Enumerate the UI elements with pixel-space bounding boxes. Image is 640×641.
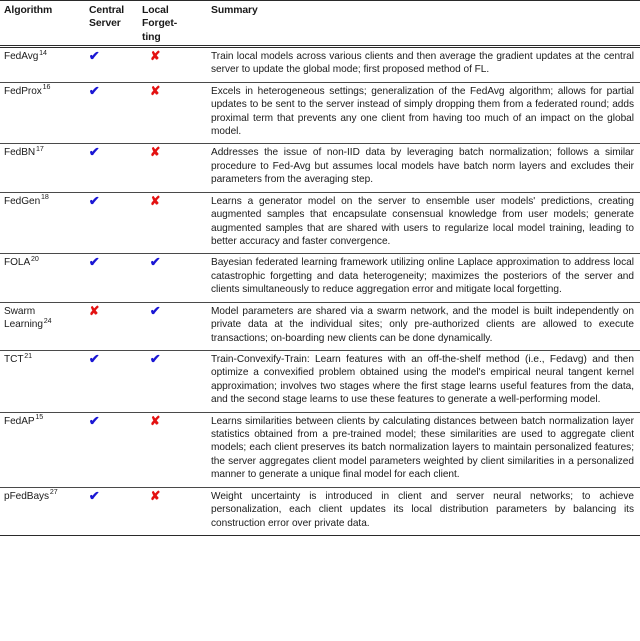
table-row [0, 254, 640, 302]
algorithm-reference-superscript: 15 [35, 413, 44, 422]
central-server-mark-cell [85, 47, 138, 82]
algorithm-name-cell [0, 192, 85, 254]
cross-icon: ✘ [150, 83, 161, 98]
table-row [0, 192, 640, 254]
central-server-mark-cell [85, 487, 138, 535]
check-icon: ✔ [149, 303, 161, 318]
table-row [0, 350, 640, 412]
column-header-algorithm-label: Algorithm [4, 5, 53, 16]
central-server-mark-cell [85, 144, 138, 192]
algorithm-name: FedProx [4, 85, 42, 97]
cross-icon: ✘ [150, 413, 161, 428]
table-header-row [0, 1, 640, 46]
algorithm-name-cell [0, 47, 85, 82]
summary-cell: Train local models across various clients and then average the gradient updates at the central server to update the global mode; first proposed method of FL. [207, 47, 640, 82]
algorithm-name: FedAvg [4, 50, 39, 62]
summary-cell: Train-Convexify-Train: Learn features with an off-the-shelf method (i.e., Fedavg) and then optimize a convexified problem obtained using the model's empirical neural tangent kernel approximation; involves two stages where the first stage learns useful features from the data, and the second stage learns to use these features to generate a well-performing model. [207, 350, 640, 412]
algorithm-reference-superscript: 17 [35, 145, 44, 154]
local-forgetting-mark-cell [138, 47, 207, 82]
column-header-algorithm [0, 1, 85, 46]
check-icon: ✔ [88, 413, 100, 428]
cross-icon: ✘ [150, 145, 161, 160]
table-row [0, 412, 640, 487]
summary-cell: Excels in heterogeneous settings; generalization of the FedAvg algorithm; allows for partial updates to be sent to the server instead of simply dropping them from a federated round; adds proximal term that prevents any one client from having too much of an impact on the global model. [207, 82, 640, 144]
table-row [0, 144, 640, 192]
algorithm-name-cell [0, 254, 85, 302]
algorithm-reference-superscript: 24 [43, 316, 52, 325]
column-header-summary-label: Summary [211, 5, 258, 16]
algorithm-name: pFedBays [4, 490, 50, 502]
algorithm-name-cell [0, 412, 85, 487]
check-icon: ✔ [88, 351, 100, 366]
column-header-summary [207, 1, 640, 46]
summary-cell: Learns similarities between clients by calculating distances between batch normalization layer statistics obtained from a pre-trained model; these similarities are used to aggregate client models; each client preserves its batch normalization layers to maintain personalized features; the server aggregates client model parameters weighted by client similarities in a personalized manner to generate a unique final model for each client. [207, 412, 640, 487]
algorithm-name: FOLA [4, 257, 31, 269]
table-row [0, 47, 640, 82]
table-header [0, 1, 640, 48]
summary-cell: Addresses the issue of non-IID data by leveraging batch normalization; follows a similar procedure to Fed-Avg but assumes local models have batch norm layers and excludes their parameters from the averaging step. [207, 144, 640, 192]
algorithm-name: FedAP [4, 415, 35, 427]
column-header-local-forgetting-line1: Local [142, 5, 169, 16]
algorithm-reference-superscript: 14 [39, 48, 47, 57]
column-header-central-server [85, 1, 138, 46]
algorithm-name-cell [0, 144, 85, 192]
local-forgetting-mark-cell [138, 192, 207, 254]
algorithm-name-cell [0, 82, 85, 144]
column-header-central-server-line1: Central [89, 5, 125, 16]
check-icon: ✔ [88, 83, 100, 98]
local-forgetting-mark-cell [138, 82, 207, 144]
algorithm-name-cell [0, 302, 85, 350]
algorithm-name: FedGen [4, 195, 41, 207]
algorithm-reference-superscript: 16 [42, 83, 51, 92]
summary-cell: Learns a generator model on the server to ensemble user models' predictions, creating augmented samples that encapsulate consensual knowledge from user models; generate augmented samples that are shared with users to regularize local model training, leading to better accuracy and faster convergence. [207, 192, 640, 254]
central-server-mark-cell [85, 82, 138, 144]
local-forgetting-mark-cell [138, 144, 207, 192]
central-server-mark-cell [85, 412, 138, 487]
check-icon: ✔ [88, 488, 100, 503]
local-forgetting-mark-cell [138, 302, 207, 350]
central-server-mark-cell [85, 302, 138, 350]
algorithm-reference-superscript: 21 [24, 351, 33, 360]
algorithm-name: Swarm Learning [4, 305, 43, 331]
summary-cell: Model parameters are shared via a swarm network, and the model is built independently on private data at the individual sites; only pre-authorized clients are allowed to execute transactions; on-boarding new clients can be done dynamically. [207, 302, 640, 350]
table-body [0, 47, 640, 535]
column-header-local-forgetting-line2: Forget- [142, 18, 178, 30]
column-header-central-server-line2: Server [89, 18, 121, 30]
cross-icon: ✘ [89, 303, 100, 318]
check-icon: ✔ [149, 255, 161, 270]
summary-cell: Bayesian federated learning framework utilizing online Laplace approximation to address local catastrophic forgetting and data heterogeneity; maximizes the posteriors of the server and clients simultaneously to reduce aggregation error and mitigate local forgetting. [207, 254, 640, 302]
algorithm-reference-superscript: 20 [30, 255, 39, 264]
table-row [0, 487, 640, 535]
algorithm-name-cell [0, 350, 85, 412]
table-row [0, 302, 640, 350]
check-icon: ✔ [88, 48, 100, 63]
local-forgetting-mark-cell [138, 350, 207, 412]
algorithm-name-cell [0, 487, 85, 535]
cross-icon: ✘ [150, 193, 161, 208]
algorithm-reference-superscript: 27 [49, 488, 58, 497]
local-forgetting-mark-cell [138, 487, 207, 535]
central-server-mark-cell [85, 254, 138, 302]
column-header-local-forgetting-line3: ting [142, 31, 161, 43]
column-header-local-forgetting [138, 1, 207, 46]
check-icon: ✔ [149, 351, 161, 366]
summary-cell: Weight uncertainty is introduced in client and server neural networks; to achieve personalization, each client updates its local distribution parameters by balancing its construction error over private data. [207, 487, 640, 535]
cross-icon: ✘ [150, 48, 161, 63]
central-server-mark-cell [85, 192, 138, 254]
local-forgetting-mark-cell [138, 412, 207, 487]
check-icon: ✔ [88, 193, 100, 208]
cross-icon: ✘ [150, 488, 161, 503]
local-forgetting-mark-cell [138, 254, 207, 302]
central-server-mark-cell [85, 350, 138, 412]
table-row [0, 82, 640, 144]
algorithm-name: TCT [4, 353, 24, 365]
check-icon: ✔ [88, 255, 100, 270]
algorithm-name: FedBN [4, 147, 36, 159]
check-icon: ✔ [88, 145, 100, 160]
algorithm-reference-superscript: 18 [40, 193, 49, 202]
